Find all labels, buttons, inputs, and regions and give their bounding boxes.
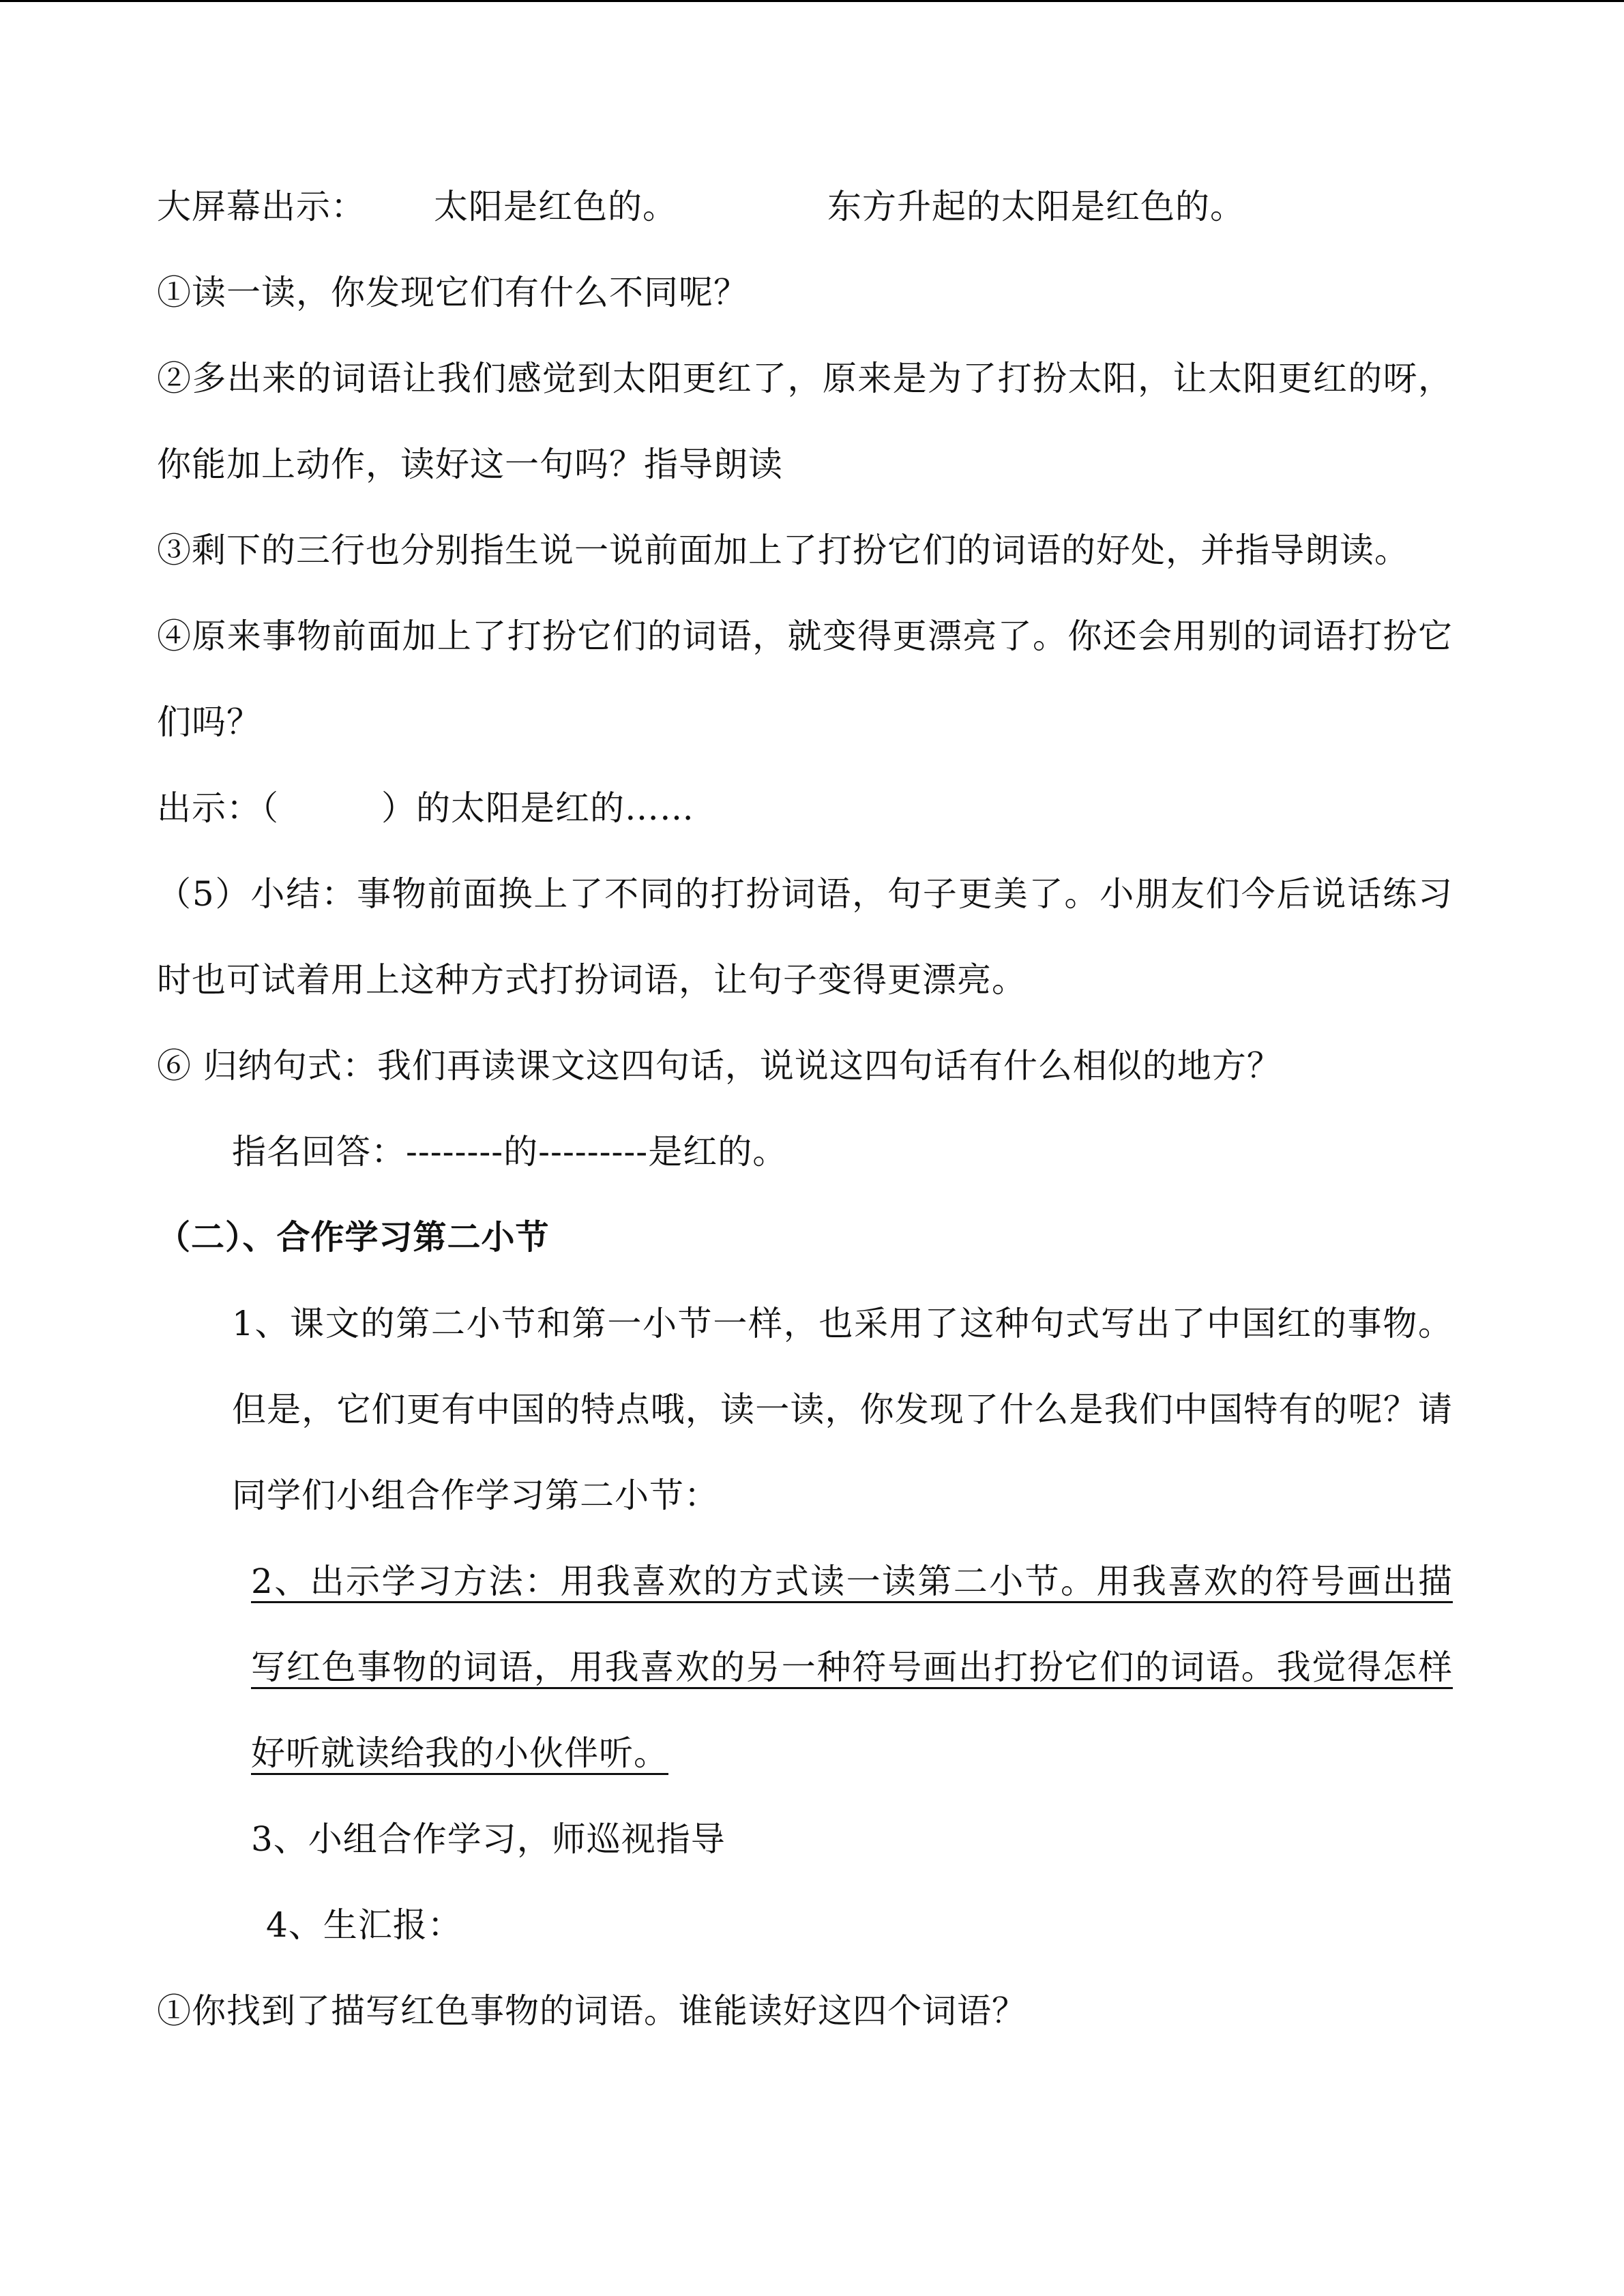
step-4: ④原来事物前面加上了打扮它们的词语，就变得更漂亮了。你还会用别的词语打扮它们吗？ [157, 616, 1453, 742]
section-two-item-3: 3、小组合作学习，师巡视指导 [251, 1819, 726, 1859]
section-two-heading: （二）、合作学习第二小节 [157, 1218, 550, 1257]
step-1: ①读一读，你发现它们有什么不同呢？ [157, 273, 748, 312]
screen-display-prefix: 大屏幕出示： [157, 187, 366, 226]
sentence-pattern-line: ⑥ 归纳句式：我们再读课文这四句话，说说这四句话有什么相似的地方？ [157, 1046, 1282, 1086]
section-two-item-4: 4、生汇报： [266, 1905, 462, 1945]
fill-blank-suffix: ）的太阳是红的…… [381, 788, 694, 828]
report-sub-item-1: ①你找到了描写红色事物的词语。谁能读好这四个词语？ [157, 1991, 1027, 2031]
screen-display-sentence-b: 东方升起的太阳是红色的。 [827, 187, 1245, 226]
screen-display-sentence-a: 太阳是红色的。 [434, 187, 677, 226]
screen-display-line [157, 164, 1453, 250]
fill-blank-prefix: 出示：（ [157, 788, 279, 828]
answer-line: 指名回答：--------的---------是红的。 [232, 1132, 788, 1172]
document-body [157, 164, 1453, 2054]
step-2: ②多出来的词语让我们感觉到太阳更红了，原来是为了打扮太阳，让太阳更红的呀，你能加上动作，读好这一句吗？指导朗读 [157, 359, 1453, 484]
section-two-item-1: 1、课文的第二小节和第一小节一样，也采用了这种句式写出了中国红的事物。但是，它们更有中国的特点哦，读一读，你发现了什么是我们中国特有的呢？请同学们小组合作学习第二小节： [232, 1304, 1453, 1515]
page-top-border [0, 0, 1624, 2]
step-3: ③剩下的三行也分别指生说一说前面加上了打扮它们的词语的好处，并指导朗读。 [157, 531, 1409, 570]
learning-method-paragraph: 2、出示学习方法：用我喜欢的方式读一读第二小节。用我喜欢的符号画出描写红色事物的词语，用我喜欢的另一种符号画出打扮它们的词语。我觉得怎样好听就读给我的小伙伴听。 [251, 1562, 1453, 1773]
fill-blank-line [157, 765, 1453, 851]
summary-paragraph: （5）小结：事物前面换上了不同的打扮词语，句子更美了。小朋友们今后说话练习时也可试着用上这种方式打扮词语，让句子变得更漂亮。 [157, 874, 1453, 1000]
